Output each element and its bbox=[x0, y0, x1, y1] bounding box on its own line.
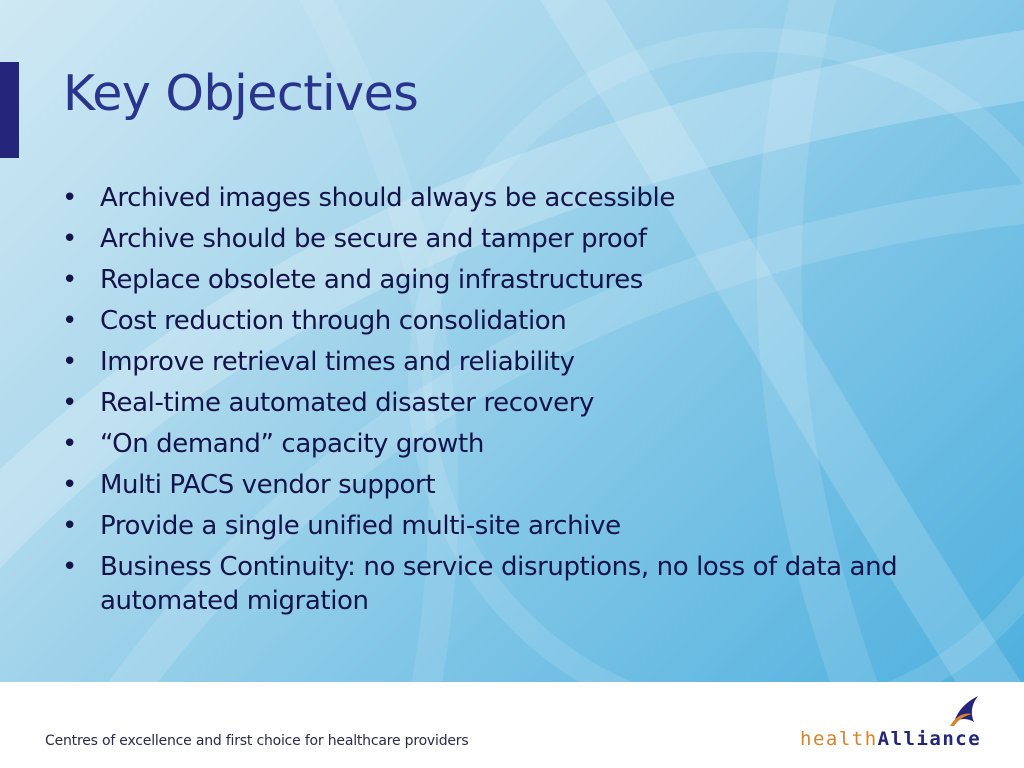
logo-health-text: health bbox=[800, 728, 878, 750]
slide-title: Key Objectives bbox=[63, 65, 419, 122]
objective-item bbox=[60, 345, 960, 379]
objective-text: Replace obsolete and aging infrastructures bbox=[100, 265, 643, 295]
objective-text: Provide a single unified multi-site archive bbox=[100, 511, 621, 541]
title-accent-bar bbox=[0, 62, 19, 158]
bullet-dot: • bbox=[62, 388, 77, 418]
bullet-dot: • bbox=[62, 265, 77, 295]
objective-item bbox=[60, 509, 960, 543]
objective-text: “On demand” capacity growth bbox=[100, 429, 484, 459]
objective-item bbox=[60, 263, 960, 297]
bullet-dot: • bbox=[62, 347, 77, 377]
healthalliance-logo bbox=[800, 692, 994, 760]
objective-text: Business Continuity: no service disruptions, no loss of data and automated migration bbox=[100, 552, 898, 616]
objective-item bbox=[60, 468, 960, 502]
objective-item bbox=[60, 181, 960, 215]
objective-text: Multi PACS vendor support bbox=[100, 470, 436, 500]
objective-text: Archive should be secure and tamper proof bbox=[100, 224, 647, 254]
bullet-dot: • bbox=[62, 306, 77, 336]
objective-text: Real-time automated disaster recovery bbox=[100, 388, 595, 418]
objective-item bbox=[60, 386, 960, 420]
objective-text: Archived images should always be accessible bbox=[100, 183, 675, 213]
logo-alliance-text: Alliance bbox=[877, 728, 982, 750]
objective-text: Cost reduction through consolidation bbox=[100, 306, 567, 336]
bullet-dot: • bbox=[62, 224, 77, 254]
bullet-dot: • bbox=[62, 183, 77, 213]
bullet-dot: • bbox=[62, 429, 77, 459]
objective-item bbox=[60, 550, 960, 618]
bullet-dot: • bbox=[62, 552, 77, 582]
objective-item bbox=[60, 222, 960, 256]
swoosh-bird-logo-icon bbox=[948, 692, 988, 728]
bullet-dot: • bbox=[62, 511, 77, 541]
bullet-dot: • bbox=[62, 470, 77, 500]
objectives-list bbox=[60, 181, 960, 625]
footer-tagline: Centres of excellence and first choice for healthcare providers bbox=[45, 733, 469, 749]
objective-item bbox=[60, 304, 960, 338]
objective-text: Improve retrieval times and reliability bbox=[100, 347, 575, 377]
logo-wordmark bbox=[800, 728, 981, 750]
objective-item bbox=[60, 427, 960, 461]
